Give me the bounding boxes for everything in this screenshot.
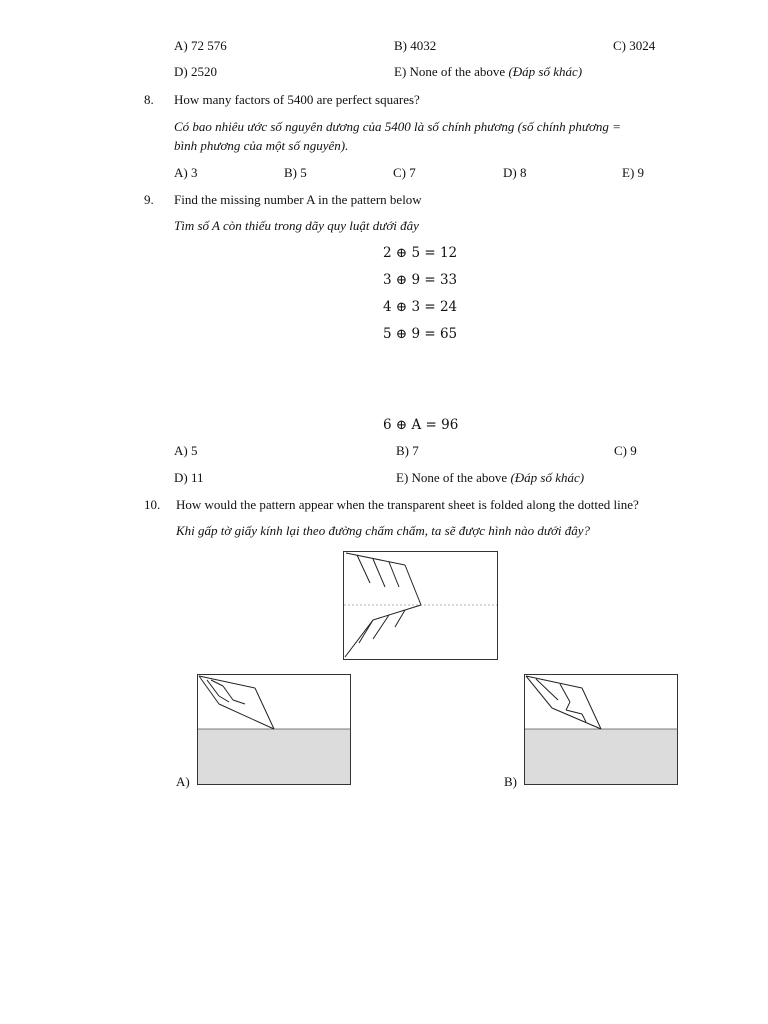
q9-equation-4: 5 ⊕ 9 = 65: [383, 326, 458, 342]
q9-option-e-vi: (Đáp số khác): [510, 470, 585, 485]
fold-sheet-figure: [343, 551, 499, 661]
q9-equation-5: 6 ⊕ A = 96: [383, 417, 459, 433]
q9-question: Find the missing number A in the pattern below: [174, 192, 422, 207]
q10-number: 10.: [144, 497, 161, 512]
q8-option-a: A) 3: [174, 165, 198, 180]
q8-option-e: E) 9: [622, 165, 645, 180]
q7-option-a: A) 72 576: [174, 38, 227, 53]
q8-number: 8.: [144, 92, 154, 107]
q7-option-e: [394, 64, 582, 80]
q9-option-c: C) 9: [614, 443, 637, 458]
q8-option-d: D) 8: [503, 165, 527, 180]
q8-option-b: B) 5: [284, 165, 307, 180]
q7-option-b: B) 4032: [394, 38, 437, 53]
q8-question-vi-line2: bình phương của một số nguyên).: [174, 138, 349, 153]
q8-question: How many factors of 5400 are perfect squares?: [174, 92, 420, 107]
q7-option-e-text: E) None of the above: [394, 64, 506, 79]
q7-option-c: C) 3024: [613, 38, 656, 53]
q9-option-a: A) 5: [174, 443, 198, 458]
answer-b-label: B): [504, 774, 517, 789]
q9-number: 9.: [144, 192, 154, 207]
q8-question-vi-line1: Có bao nhiêu ước số nguyên dương của 5400 là số chính phương (số chính phương =: [174, 119, 621, 134]
q7-option-e-vi: (Đáp số khác): [508, 64, 583, 79]
q7-option-d: D) 2520: [174, 64, 217, 79]
q9-option-b: B) 7: [396, 443, 419, 458]
q9-option-d: D) 11: [174, 470, 204, 485]
answer-b-figure: [524, 674, 679, 785]
q9-question-vi: Tìm số A còn thiếu trong dãy quy luật dưới đây: [174, 218, 419, 233]
q9-equation-1: 2 ⊕ 5 = 12: [383, 245, 458, 261]
q9-option-e-text: E) None of the above: [396, 470, 508, 485]
q9-equation-3: 4 ⊕ 3 = 24: [383, 299, 458, 315]
q10-question-vi: Khi gấp tờ giấy kính lại theo đường chấm chấm, ta sẽ được hình nào dưới đây?: [176, 523, 591, 538]
q8-option-c: C) 7: [393, 165, 416, 180]
answer-a-label: A): [176, 774, 190, 789]
q9-option-e: [396, 470, 584, 486]
q10-question: How would the pattern appear when the transparent sheet is folded along the dotted line?: [176, 497, 639, 512]
answer-a-figure: [197, 674, 352, 785]
q9-equation-2: 3 ⊕ 9 = 33: [383, 272, 458, 288]
